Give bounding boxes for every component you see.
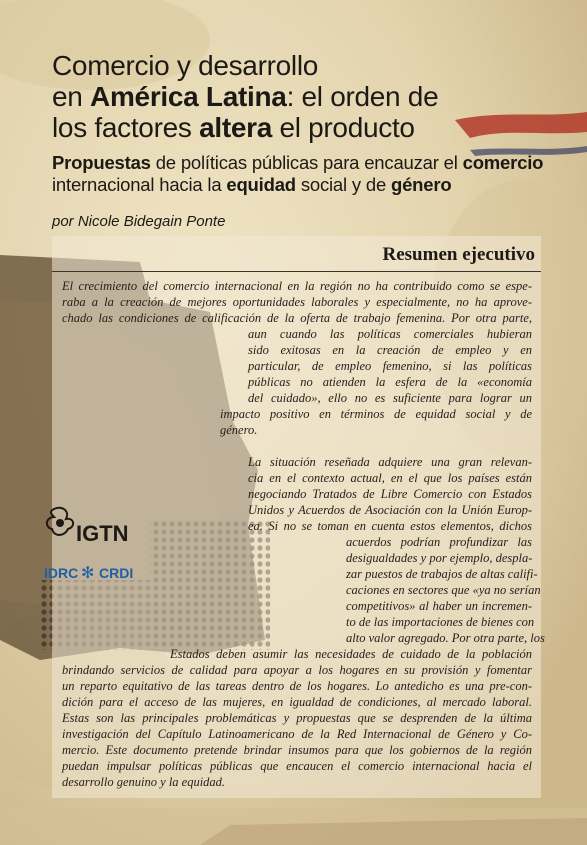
summary-line: género. bbox=[220, 423, 258, 437]
summary-line: Unidos y Acuerdos de Asociación con la Unión Europ- bbox=[248, 503, 532, 517]
subtitle-line-1: Propuestas de políticas públicas para encauzar el comercio bbox=[52, 152, 544, 173]
heading-rule bbox=[52, 271, 541, 272]
idrc-crdi-logo bbox=[44, 565, 144, 585]
summary-line: zar puestos de trabajos de altas califi- bbox=[346, 567, 538, 581]
title-line-1: Comercio y desarrollo bbox=[52, 50, 319, 81]
igtn-wordmark: IGTN bbox=[76, 521, 129, 546]
title-line-3: los factores altera el producto bbox=[52, 112, 415, 143]
igtn-emblem-icon bbox=[44, 505, 78, 541]
summary-line: ea. Si no se toman en cuenta estos elementos, dichos bbox=[248, 519, 532, 533]
summary-line: particular, de empleo femenino, si las políticas bbox=[248, 359, 532, 373]
summary-line: caciones en sectores que «ya no serían bbox=[346, 583, 541, 597]
summary-line: puedan impulsar políticas públicas que encaucen el comercio internacional hacia el bbox=[62, 759, 532, 773]
summary-line: investigación del Capítulo Latinoamericano de la Red Internacional de Género y Co- bbox=[62, 727, 532, 741]
page-subtitle bbox=[52, 152, 582, 196]
summary-line: públicas no atienden la esfera de la «economía bbox=[248, 375, 532, 389]
summary-line: aun cuando las políticas comerciales hubieran bbox=[248, 327, 532, 341]
summary-line: sido exitosas en la creación de empleo y en bbox=[248, 343, 532, 357]
summary-line: Estas son las principales problemáticas y propuestas que se desprenden de la última bbox=[62, 711, 532, 725]
summary-line: to de las importaciones de bienes con bbox=[346, 615, 535, 629]
snowflake-icon: ✻ bbox=[81, 565, 95, 582]
summary-line: un reparto equitativo de las tareas dentro de los hogares. Lo antedicho es una pre-con- bbox=[62, 679, 532, 693]
summary-line: impacto positivo en términos de equidad social y de bbox=[220, 407, 532, 421]
summary-line: del cuidado», ello no es suficiente para lograr un bbox=[248, 391, 532, 405]
summary-line: desarrollo genuino y la equidad. bbox=[62, 775, 226, 789]
summary-line: raba a la creación de mejores oportunidades laborales y especialmente, no ha aprove- bbox=[62, 295, 532, 309]
summary-line: cia en el contexto actual, en el que los países están bbox=[248, 471, 532, 485]
igtn-logo bbox=[44, 505, 134, 553]
summary-line: El crecimiento del comercio internacional en la región no ha contribuido como se espe- bbox=[62, 279, 532, 293]
idrc-label: IDRC bbox=[44, 565, 79, 581]
summary-line: negociando Tratados de Libre Comercio con Estados bbox=[248, 487, 532, 501]
summary-line: alto valor agregado. Por otra parte, los bbox=[346, 631, 545, 645]
summary-line: chado las condiciones de calificación de la oferta de trabajo femenina. Por otra parte, bbox=[62, 311, 532, 325]
title-line-2: en América Latina: el orden de bbox=[52, 81, 439, 112]
summary-line: brindando servicios de calidad para apoyar a los hogares en su provisión y fomentar bbox=[62, 663, 532, 677]
summary-line: La situación reseñada adquiere una gran relevan- bbox=[248, 455, 532, 469]
page-title bbox=[52, 50, 572, 143]
summary-line: desigualdades y por ejemplo, despla- bbox=[346, 551, 533, 565]
subtitle-line-2: internacional hacia la equidad social y de género bbox=[52, 174, 452, 195]
summary-line: mercio. Este documento pretende brindar insumos para que los gobiernos de la región bbox=[62, 743, 532, 757]
summary-line: acuerdos podrían profundizar las bbox=[346, 535, 532, 549]
summary-line: competitivos» al haber un incremen- bbox=[346, 599, 532, 613]
summary-line: Estados deben asumir las necesidades de cuidado de la población bbox=[170, 647, 532, 661]
summary-line: dición para el acceso de las mujeres, en igualdad de condiciones, al mercado laboral. bbox=[62, 695, 532, 709]
author-byline: por Nicole Bidegain Ponte bbox=[52, 213, 226, 230]
summary-heading: Resumen ejecutivo bbox=[382, 244, 535, 265]
crdi-label: CRDI bbox=[99, 565, 134, 581]
